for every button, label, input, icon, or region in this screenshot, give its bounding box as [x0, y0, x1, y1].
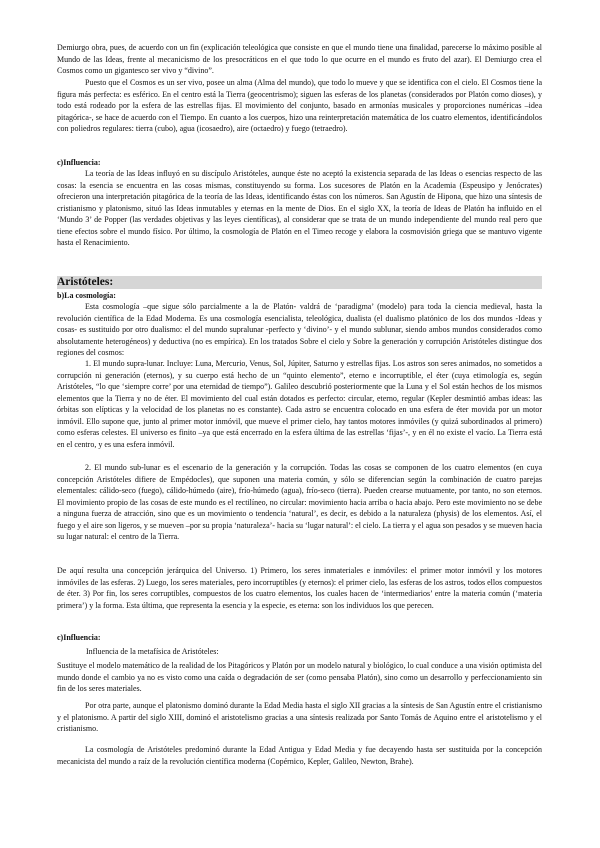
paragraph-influencia-platon: La teoría de las Ideas influyó en su discípulo Aristóteles, aunque éste no aceptó la existencia separada de las Ideas o esencias respecto de las cosas: la esencia se encuentra en las cosas mismas, constituyendo su forma. Los sucesores de Platón en la Academia (Espeusipo y Jenócrates) ofrecieron una interpretación pitagórica de la teoría de las Ideas, identificando éstas con los números. San Agustín de Hipona, que hizo una síntesis de cristianismo y platonismo, situó las Ideas inmutables y eternas en la mente de Dios. En el siglo XX, la teoría de Ideas de Platón ha influido en el ‘Mundo 3’ de Popper (las verdades objetivas y las leyes científicas), al considerar que se trata de un mundo independiente del mundo real pero que tiene efectos sobre el mundo físico. Por último, la cosmología de Platón en el Timeo recoge y elabora la cosmovisión griega que se mantuvo vigente hasta el Renacimiento. — [57, 169, 542, 247]
heading-cosmologia: b)La cosmología: — [57, 291, 116, 300]
paragraph-mundo-sublunar: 2. El mundo sub-lunar es el escenario de la generación y la corrupción. Todas las cosas se componen de los cuatro elementos (en cuya concepción Aristóteles difiere de Empédocles), que suponen una materia común, y sólo se diferencian según la combinación de cuatro parejas elementales: cálido-seco (fuego), cálido-húmedo (aire), frío-húmedo (agua), frío-seco (tierra). Pueden crearse mutuamente, por tanto, no son eternos. El movimiento propio de las cosas de este mundo es el rectilíneo, no circular: movimiento hacia arriba o hacia abajo. Pero este movimiento no se debe a ninguna fuerza de atracción, sino que es un movimiento o tendencia ‘natural’, es decir, es debido a la naturaleza (physis) de los elementos. Así, el fuego y el aire son ligeros, y se mueven –por su propia ‘naturaleza’- hacia su ‘lugar natural’: el cielo. La tierra y el agua son pesados y se mueven hacia su lugar natural: el centro de la Tierra. — [57, 463, 542, 541]
paragraph-modelo-natural: Sustituye el modelo matemático de la realidad de los Pitagóricos y Platón por un modelo natural y biológico, lo cual conduce a una visión optimista del mundo donde el cambio ya no es visto como una caída o degradación de ser (como pensaba Platón), sino como un desarrollo y perfeccionamiento sin fin de los seres materiales. — [57, 661, 542, 693]
paragraph-cosmos: Puesto que el Cosmos es un ser vivo, posee un alma (Alma del mundo), que todo lo mueve y que se identifica con el cielo. El Cosmos tiene la figura más perfecta: es esférico. En el centro está la Tierra (geocentrismo); siguen las esferas de los planetas (considerados por Platón como dioses), y todo está rodeado por la esfera de las estrellas fijas. El movimiento del conjunto, basado en armonías musicales y proporciones numéricas –idea pitagórica-, se hace de acuerdo con el Tiempo. En cuanto a los cuerpos, hizo una reinterpretación matemática de los cuatro elementos, identificándolos con poliedros regulares: tierra (cubo), agua (icosaedro), aire (octaedro) y fuego (tetraedro). — [57, 78, 542, 133]
paragraph-influencia-intro: Influencia de la metafísica de Aristóteles: — [86, 647, 219, 656]
paragraph-edad-media: Por otra parte, aunque el platonismo dominó durante la Edad Media hasta el siglo XII gracias a la síntesis de San Agustín entre el cristianismo y el platonismo. A partir del siglo XIII, dominó el aristotelismo gracias a una síntesis realizada por Santo Tomás de Aquino entre el aristotelismo y el cristianismo. — [57, 701, 542, 733]
paragraph-demiurgo: Demiurgo obra, pues, de acuerdo con un fin (explicación teleológica que consiste en que el mundo tiene una finalidad, parecerse lo máximo posible al Mundo de las Ideas, frente al mecanicismo de los presocráticos en el que todo lo que ocurre en el mundo es fruto del azar). El Demiurgo crea el Cosmos como un gigantesco ser vivo y “divino”. — [57, 43, 542, 75]
heading-influencia-platon: c)Influencia: — [57, 158, 101, 167]
heading-influencia-aristoteles: c)Influencia: — [57, 633, 101, 642]
paragraph-mundo-supralunar: 1. El mundo supra-lunar. Incluye: Luna, Mercurio, Venus, Sol, Júpiter, Saturno y estrellas fijas. Los astros son seres animados, no sometidos a corrupción ni generación (eternos), y su cuerpo está hecho de un “quinto elemento”, eterno e incorruptible, el éter (cuya etimología es, según Aristóteles, “lo que ‘siempre corre’ por una eternidad de tiempo”). Galileo descubrió posteriormente que la Luna y el Sol están hechos de los mismos elementos que la Tierra y no de éter. El movimiento del cual están dotados es perfecto: circular, eterno, regular (Kepler desmintió ambas ideas: las órbitas son elípticas y la velocidad de los planetas no es constante). Cada astro se encuentra colocado en una esfera de éter movida por un motor inmóvil. Ello supone que, junto al primer motor inmóvil, que mueve el primer cielo, hay tantos motores inmóviles (y quizá subordinados al primero) como esferas celestes. El universo es finito –ya que está encerrado en la esfera última de las estrellas ‘fijas’-, y en él no existe el vacío. La Tierra está en el centro, y es una esfera inmóvil. — [57, 359, 542, 449]
paragraph-cosmologia: Esta cosmología –que sigue sólo parcialmente a la de Platón- valdrá de ‘paradigma’ (modelo) para toda la ciencia medieval, hasta la revolución científica de la Edad Moderna. Es una cosmología esencialista, teleológica, dualista (el dualismo platónico de los dos mundos -Ideas y cosas- es sustituido por otro dualismo: el del mundo supralunar -perfecto y ‘divino’- y el mundo sublunar, siendo ambos mundos considerados como absolutamente heterogéneos) y deductiva (no es empírica). En los tratados Sobre el cielo y Sobre la generación y corrupción Aristóteles distingue dos regiones del cosmos: — [57, 302, 542, 357]
paragraph-decadencia: La cosmología de Aristóteles predominó durante la Edad Antigua y Edad Media y fue decayendo hasta ser sustituida por la concepción mecanicista del mundo a raíz de la revolución científica moderna (Copérnico, Kepler, Galileo, Newton, Brahe). — [57, 745, 542, 766]
section-title-aristoteles: Aristóteles: — [57, 276, 542, 289]
paragraph-concepcion-jerarquica: De aquí resulta una concepción jerárquica del Universo. 1) Primero, los seres inmateriales e inmóviles: el primer motor inmóvil y los motores inmóviles de las esferas. 2) Luego, los seres materiales, pero incorruptibles (y eternos): el primer cielo, las esferas de los astros, todos ellos compuestos de éter. 3) Por fin, los seres corruptibles, compuestos de los cuatro elementos, los cuales hacen de ‘intermediarios’ entre la materia común (‘materia primera’) y la forma. Esta última, que representa la esencia y la especie, es eterna: son los individuos los que perecen. — [57, 566, 542, 610]
